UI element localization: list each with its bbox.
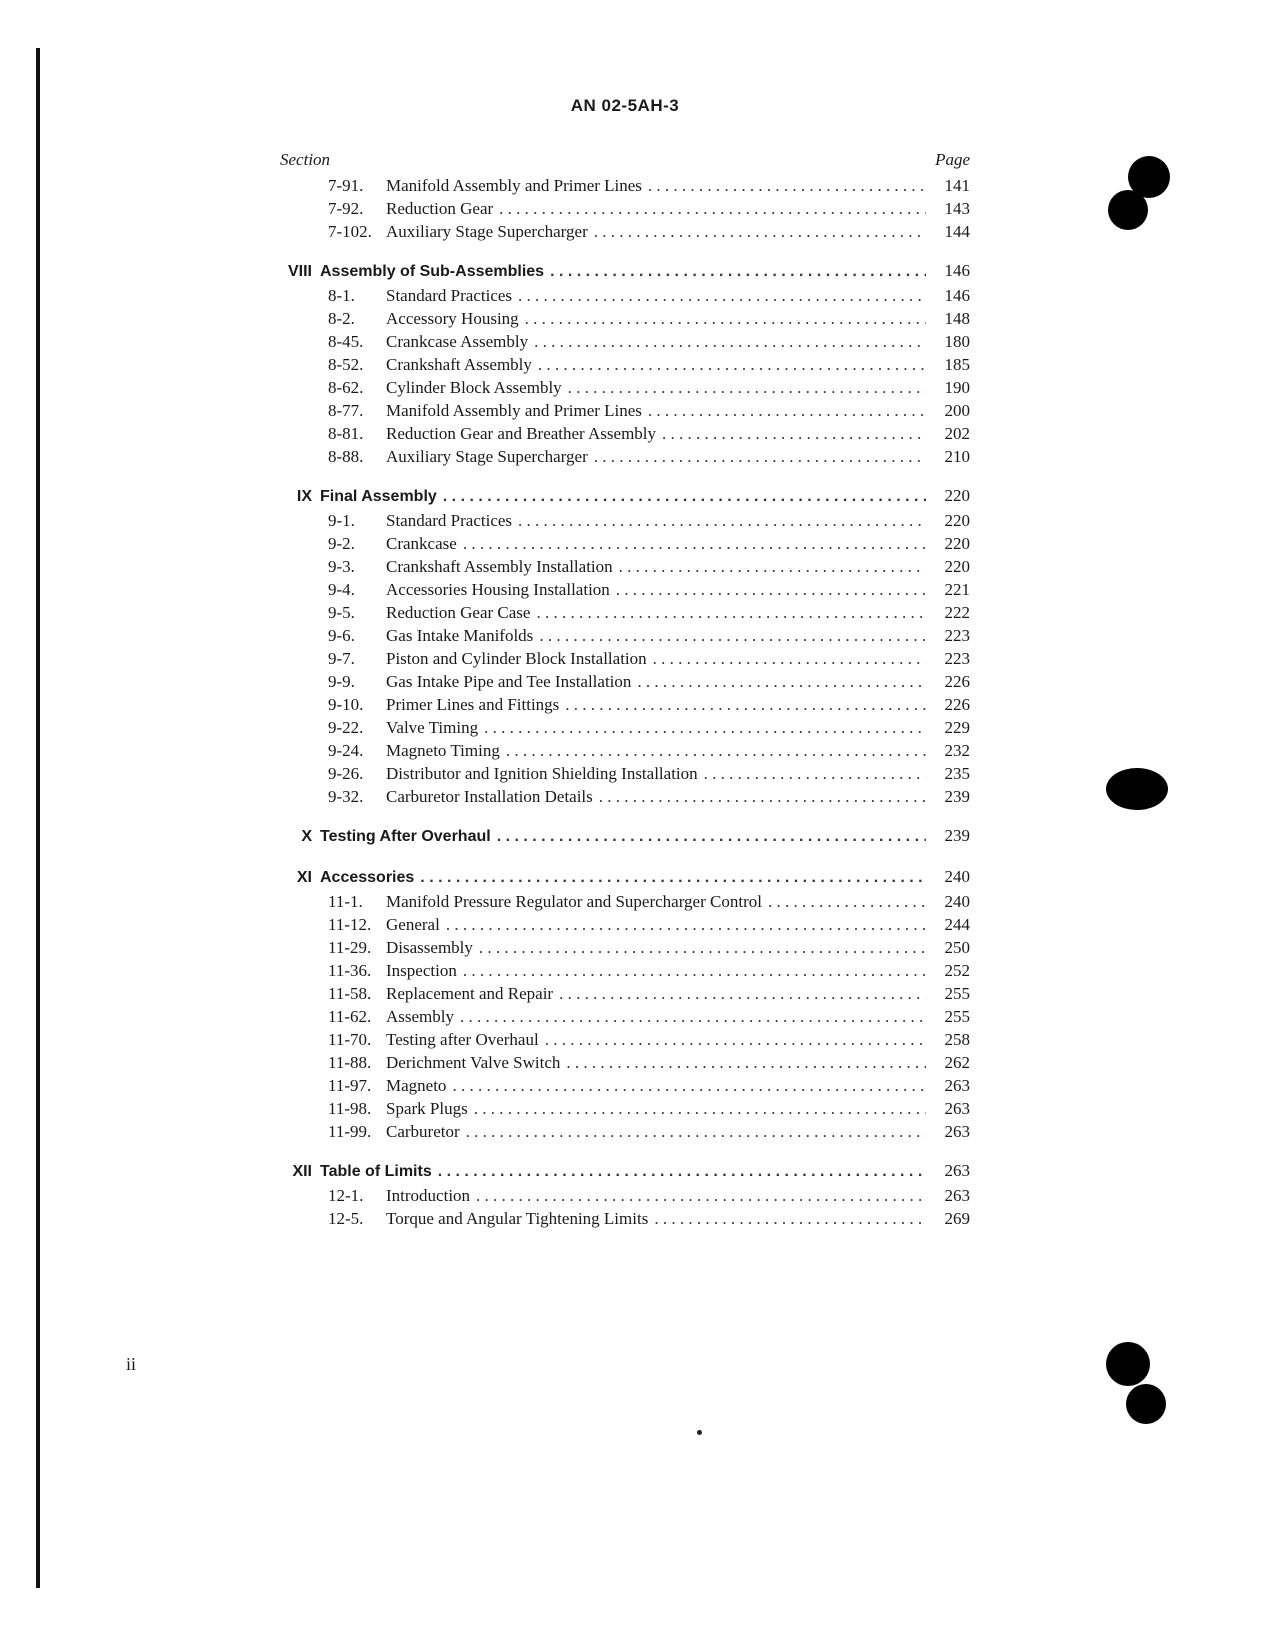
toc-section-row xyxy=(280,1161,970,1186)
entry-title: Cylinder Block Assembly xyxy=(386,378,562,397)
leader-dots xyxy=(559,984,926,1004)
entry-page: 262 xyxy=(944,1053,970,1072)
entry-page: 223 xyxy=(944,649,970,668)
entry-number: 11-99. xyxy=(328,1122,372,1141)
entry-title: Manifold Assembly and Primer Lines xyxy=(386,401,642,420)
entry-title: Carburetor Installation Details xyxy=(386,787,593,806)
leader-dots xyxy=(420,869,926,887)
toc-entry-row xyxy=(280,961,970,984)
entry-title: Reduction Gear Case xyxy=(386,603,531,622)
leader-dots xyxy=(466,1122,926,1142)
entry-number: 9-3. xyxy=(328,557,355,576)
toc-entry-row xyxy=(280,286,970,309)
entry-page: 180 xyxy=(944,332,970,351)
entry-title: Accessories Housing Installation xyxy=(386,580,610,599)
toc-section-group xyxy=(280,867,970,1145)
section-number: XI xyxy=(296,869,312,886)
section-page: 263 xyxy=(944,1161,970,1180)
entry-title: Magneto xyxy=(386,1076,447,1095)
entry-title: Standard Practices xyxy=(386,286,513,305)
section-title: Final Assembly xyxy=(320,488,437,505)
entry-title: Distributor and Ignition Shielding Installation xyxy=(386,764,698,783)
entry-number: 8-1. xyxy=(328,286,355,305)
entry-title: Piston and Cylinder Block Installation xyxy=(386,649,647,668)
entry-title: Crankshaft Assembly Installation xyxy=(386,557,613,576)
entry-title: Testing after Overhaul xyxy=(386,1030,539,1049)
entry-page: 221 xyxy=(944,580,970,599)
toc-section-row xyxy=(280,486,970,511)
entry-number: 11-58. xyxy=(328,984,372,1003)
toc-entry-row xyxy=(280,424,970,447)
entry-number: 9-9. xyxy=(328,672,355,691)
entry-number: 8-62. xyxy=(328,378,364,397)
entry-page: 263 xyxy=(944,1122,970,1141)
entry-page: 250 xyxy=(944,938,970,957)
section-page: 239 xyxy=(944,826,970,845)
entry-page: 252 xyxy=(944,961,970,980)
entry-number: 7-92. xyxy=(328,199,364,218)
entry-title: Auxiliary Stage Supercharger xyxy=(386,447,588,466)
leader-dots xyxy=(619,557,926,577)
entry-number: 9-1. xyxy=(328,511,355,530)
entry-number: 8-81. xyxy=(328,424,364,443)
leader-dots xyxy=(438,1163,926,1181)
table-of-contents xyxy=(280,150,970,1232)
section-number: X xyxy=(301,828,312,845)
entry-title: Assembly xyxy=(386,1007,454,1026)
toc-entry-row xyxy=(280,401,970,424)
entry-number: 11-70. xyxy=(328,1030,372,1049)
leader-dots xyxy=(499,199,926,219)
leader-dots xyxy=(550,263,926,281)
entry-page: 226 xyxy=(944,672,970,691)
entry-title: Spark Plugs xyxy=(386,1099,468,1118)
toc-entry-row xyxy=(280,1186,970,1209)
entry-title: Crankcase Assembly xyxy=(386,332,529,351)
toc-entry-row xyxy=(280,511,970,534)
toc-entry-row xyxy=(280,557,970,580)
leader-dots xyxy=(566,1053,926,1073)
entry-title: Crankshaft Assembly xyxy=(386,355,532,374)
entry-title: Auxiliary Stage Supercharger xyxy=(386,222,588,241)
entry-title: General xyxy=(386,915,440,934)
entry-page: 263 xyxy=(944,1186,970,1205)
toc-entry-row xyxy=(280,534,970,557)
entry-number: 7-102. xyxy=(328,222,372,241)
leader-dots xyxy=(637,672,926,692)
entry-title: Replacement and Repair xyxy=(386,984,554,1003)
entry-number: 9-22. xyxy=(328,718,364,737)
leader-dots xyxy=(565,695,926,715)
leader-dots xyxy=(518,286,926,306)
entry-title: Derichment Valve Switch xyxy=(386,1053,561,1072)
toc-entry-row xyxy=(280,915,970,938)
leader-dots xyxy=(446,915,926,935)
toc-entry-row xyxy=(280,984,970,1007)
toc-section-group xyxy=(280,486,970,810)
entry-number: 11-12. xyxy=(328,915,372,934)
entry-number: 11-62. xyxy=(328,1007,372,1026)
entry-title: Disassembly xyxy=(386,938,473,957)
entry-number: 11-88. xyxy=(328,1053,372,1072)
ink-speck xyxy=(697,1430,702,1435)
leader-dots xyxy=(518,511,926,531)
entry-page: 255 xyxy=(944,1007,970,1026)
toc-entry-row xyxy=(280,938,970,961)
toc-entry-row xyxy=(280,1030,970,1053)
entry-number: 7-91. xyxy=(328,176,364,195)
entry-number: 9-5. xyxy=(328,603,355,622)
section-number: XII xyxy=(292,1163,312,1180)
entry-page: 223 xyxy=(944,626,970,645)
entry-page: 240 xyxy=(944,892,970,911)
leader-dots xyxy=(497,828,926,846)
entry-page: 226 xyxy=(944,695,970,714)
entry-title: Inspection xyxy=(386,961,457,980)
leader-dots xyxy=(648,176,926,196)
entry-number: 9-10. xyxy=(328,695,364,714)
entry-title: Introduction xyxy=(386,1186,471,1205)
leader-dots xyxy=(484,718,926,738)
toc-section-group xyxy=(280,261,970,470)
toc-entry-row xyxy=(280,1122,970,1145)
entry-page: 143 xyxy=(944,199,970,218)
leader-dots xyxy=(506,741,926,761)
toc-section-group xyxy=(280,826,970,851)
entry-page: 229 xyxy=(944,718,970,737)
toc-section-row xyxy=(280,867,970,892)
leader-dots xyxy=(460,1007,926,1027)
entry-number: 9-32. xyxy=(328,787,364,806)
section-page: 240 xyxy=(944,867,970,886)
leader-dots xyxy=(463,961,926,981)
section-title: Assembly of Sub-Assemblies xyxy=(320,263,545,280)
toc-entry-row xyxy=(280,603,970,626)
entry-title: Carburetor xyxy=(386,1122,460,1141)
entry-number: 9-4. xyxy=(328,580,355,599)
page-column-head: Page xyxy=(935,150,970,169)
entry-page: 185 xyxy=(944,355,970,374)
toc-entry-row xyxy=(280,787,970,810)
leader-dots xyxy=(616,580,926,600)
entry-page: 210 xyxy=(944,447,970,466)
toc-entry-row xyxy=(280,626,970,649)
toc-entry-row xyxy=(280,378,970,401)
toc-entry-row xyxy=(280,176,970,199)
leader-dots xyxy=(479,938,926,958)
entry-title: Manifold Pressure Regulator and Supercharger Control xyxy=(386,892,762,911)
entry-page: 232 xyxy=(944,741,970,760)
entry-number: 8-45. xyxy=(328,332,364,351)
toc-entry-row xyxy=(280,1076,970,1099)
entry-number: 9-7. xyxy=(328,649,355,668)
entry-page: 148 xyxy=(944,309,970,328)
toc-entry-row xyxy=(280,1053,970,1076)
leader-dots xyxy=(594,447,926,467)
toc-entry-row xyxy=(280,447,970,470)
leader-dots xyxy=(594,222,926,242)
toc-entry-row xyxy=(280,580,970,603)
leader-dots xyxy=(476,1186,926,1206)
entry-number: 8-88. xyxy=(328,447,364,466)
section-title: Accessories xyxy=(320,869,415,886)
entry-page: 244 xyxy=(944,915,970,934)
entry-page: 200 xyxy=(944,401,970,420)
entry-number: 11-98. xyxy=(328,1099,372,1118)
entry-number: 11-1. xyxy=(328,892,363,911)
leader-dots xyxy=(536,603,926,623)
entry-title: Magneto Timing xyxy=(386,741,500,760)
entry-number: 9-6. xyxy=(328,626,355,645)
entry-title: Valve Timing xyxy=(386,718,479,737)
leader-dots xyxy=(662,424,926,444)
toc-section-group xyxy=(280,1161,970,1232)
toc-entry-row xyxy=(280,718,970,741)
leader-dots xyxy=(704,764,926,784)
leader-dots xyxy=(463,534,926,554)
section-title: Table of Limits xyxy=(320,1163,432,1180)
entry-title: Reduction Gear xyxy=(386,199,494,218)
entry-page: 269 xyxy=(944,1209,970,1228)
entry-title: Crankcase xyxy=(386,534,457,553)
toc-section-group xyxy=(280,176,970,245)
toc-entry-row xyxy=(280,649,970,672)
toc-entry-row xyxy=(280,309,970,332)
entry-title: Gas Intake Pipe and Tee Installation xyxy=(386,672,632,691)
entry-page: 141 xyxy=(944,176,970,195)
leader-dots xyxy=(568,378,926,398)
leader-dots xyxy=(648,401,926,421)
section-column-head: Section xyxy=(280,150,331,169)
page-folio: ii xyxy=(126,1354,137,1374)
toc-entry-row xyxy=(280,355,970,378)
toc-section-row xyxy=(280,826,970,851)
column-headings xyxy=(280,150,970,176)
entry-page: 220 xyxy=(944,534,970,553)
toc-entry-row xyxy=(280,1007,970,1030)
entry-page: 144 xyxy=(944,222,970,241)
entry-title: Primer Lines and Fittings xyxy=(386,695,560,714)
leader-dots xyxy=(654,1209,926,1229)
section-number: VIII xyxy=(287,263,312,280)
entry-page: 190 xyxy=(944,378,970,397)
entry-title: Reduction Gear and Breather Assembly xyxy=(386,424,657,443)
toc-entry-row xyxy=(280,1099,970,1122)
entry-page: 146 xyxy=(944,286,970,305)
entry-number: 12-1. xyxy=(328,1186,364,1205)
entry-number: 12-5. xyxy=(328,1209,364,1228)
entry-number: 9-26. xyxy=(328,764,364,783)
entry-number: 8-52. xyxy=(328,355,364,374)
section-page: 220 xyxy=(944,486,970,505)
entry-number: 11-97. xyxy=(328,1076,372,1095)
leader-dots xyxy=(599,787,926,807)
entry-page: 222 xyxy=(944,603,970,622)
section-title: Testing After Overhaul xyxy=(320,828,491,845)
entry-page: 239 xyxy=(944,787,970,806)
entry-number: 8-77. xyxy=(328,401,364,420)
leader-dots xyxy=(768,892,926,912)
entry-page: 220 xyxy=(944,557,970,576)
entry-page: 263 xyxy=(944,1076,970,1095)
punch-hole-middle xyxy=(1106,768,1168,810)
entry-page: 202 xyxy=(944,424,970,443)
entry-page: 235 xyxy=(944,764,970,783)
leader-dots xyxy=(443,488,926,506)
entry-title: Gas Intake Manifolds xyxy=(386,626,534,645)
entry-page: 220 xyxy=(944,511,970,530)
entry-title: Accessory Housing xyxy=(386,309,519,328)
binding-edge-rule xyxy=(36,48,40,1588)
toc-entry-row xyxy=(280,332,970,355)
toc-entry-row xyxy=(280,741,970,764)
leader-dots xyxy=(538,355,926,375)
toc-section-row xyxy=(280,261,970,286)
leader-dots xyxy=(525,309,926,329)
toc-entry-row xyxy=(280,764,970,787)
punch-hole-top-lower xyxy=(1108,190,1148,230)
entry-number: 9-2. xyxy=(328,534,355,553)
toc-entry-row xyxy=(280,672,970,695)
toc-entry-row xyxy=(280,222,970,245)
entry-title: Torque and Angular Tightening Limits xyxy=(386,1209,649,1228)
entry-page: 255 xyxy=(944,984,970,1003)
toc-entry-row xyxy=(280,892,970,915)
leader-dots xyxy=(452,1076,926,1096)
entry-number: 9-24. xyxy=(328,741,364,760)
entry-page: 263 xyxy=(944,1099,970,1118)
leader-dots xyxy=(545,1030,926,1050)
section-page: 146 xyxy=(944,261,970,280)
leader-dots xyxy=(474,1099,926,1119)
entry-number: 11-29. xyxy=(328,938,372,957)
entry-title: Manifold Assembly and Primer Lines xyxy=(386,176,642,195)
toc-entry-row xyxy=(280,695,970,718)
entry-number: 8-2. xyxy=(328,309,355,328)
entry-page: 258 xyxy=(944,1030,970,1049)
entry-number: 11-36. xyxy=(328,961,372,980)
leader-dots xyxy=(653,649,926,669)
toc-groups xyxy=(280,176,970,1232)
punch-hole-bottom xyxy=(1106,1342,1150,1386)
leader-dots xyxy=(534,332,926,352)
punch-hole-bottom-lower xyxy=(1126,1384,1166,1424)
leader-dots xyxy=(539,626,926,646)
section-number: IX xyxy=(296,488,312,505)
entry-title: Standard Practices xyxy=(386,511,513,530)
document-id: AN 02-5AH-3 xyxy=(570,96,680,115)
toc-entry-row xyxy=(280,199,970,222)
toc-entry-row xyxy=(280,1209,970,1232)
